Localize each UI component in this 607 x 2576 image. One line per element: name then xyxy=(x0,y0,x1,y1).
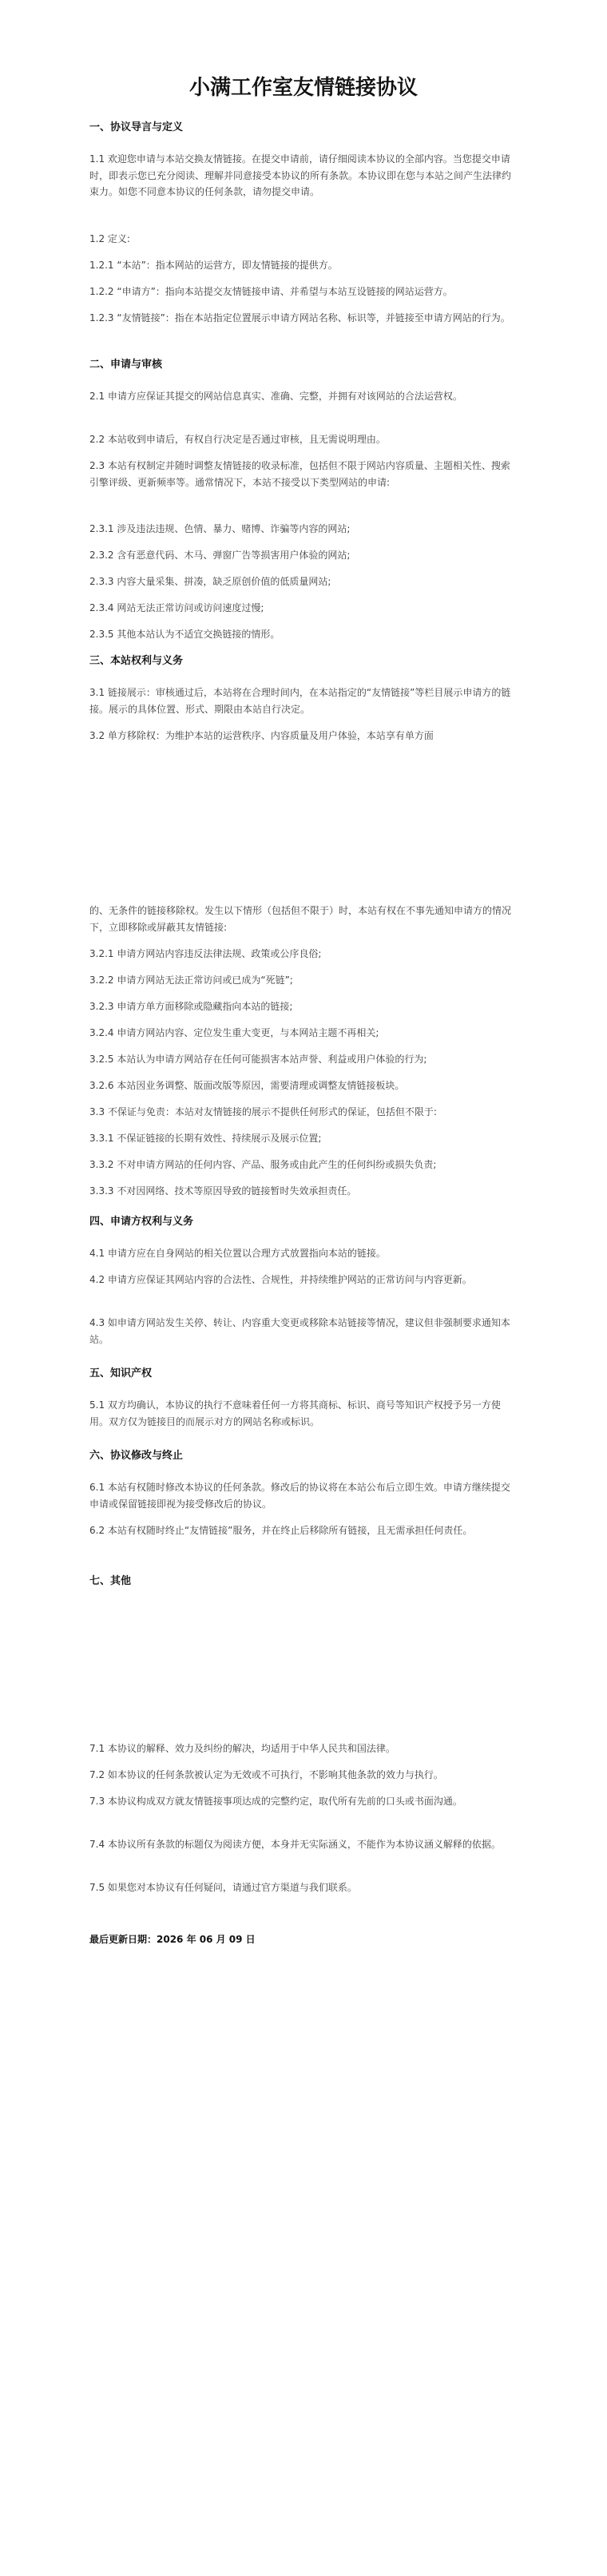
paragraph-3-2-3: 3.2.3 申请方单方面移除或隐藏指向本站的链接; xyxy=(89,1001,293,1012)
section-heading-ip: 五、知识产权 xyxy=(89,1367,153,1379)
paragraph-7-4: 7.4 本协议所有条款的标题仅为阅读方便，本身并无实际涵义，不能作为本协议涵义解释的依据。 xyxy=(89,1839,501,1850)
section-heading-other: 七、其他 xyxy=(89,1575,132,1587)
paragraph-2-3-1: 2.3.1 涉及违法违规、色情、暴力、赌博、诈骗等内容的网站; xyxy=(89,523,351,534)
paragraph-6-1: 6.1 本站有权随时修改本协议的任何条款。修改后的协议将在本站公布后立即生效。申请方继续提交申请或保留链接即视为接受修改后的协议。 xyxy=(89,1482,510,1510)
last-updated-date: 最后更新日期：2026 年 06 月 09 日 xyxy=(89,1934,256,1945)
paragraph-7-2: 7.2 如本协议的任何条款被认定为无效或不可执行，不影响其他条款的效力与执行。 xyxy=(89,1769,443,1780)
paragraph-3-2-4: 3.2.4 申请方网站内容、定位发生重大变更，与本网站主题不再相关; xyxy=(89,1027,379,1038)
section-heading-modification: 六、协议修改与终止 xyxy=(89,1450,184,1462)
paragraph-1-2-1: 1.2.1 “本站”：指本网站的运营方，即友情链接的提供方。 xyxy=(89,260,338,271)
section-heading-intro: 一、协议导言与定义 xyxy=(89,121,184,133)
paragraph-2-3-3: 2.3.3 内容大量采集、拼凑，缺乏原创价值的低质量网站; xyxy=(89,576,331,587)
paragraph-1-2-2: 1.2.2 “申请方”：指向本站提交友情链接申请、并希望与本站互设链接的网站运营方。 xyxy=(89,286,453,297)
paragraph-3-3-1: 3.3.1 不保证链接的长期有效性、持续展示及展示位置; xyxy=(89,1133,322,1144)
paragraph-2-3-4: 2.3.4 网站无法正常访问或访问速度过慢; xyxy=(89,602,264,613)
paragraph-3-2: 3.2 单方移除权：为维护本站的运营秩序、内容质量及用户体验，本站享有单方面 xyxy=(89,730,434,741)
paragraph-3-1: 3.1 链接展示：审核通过后，本站将在合理时间内，在本站指定的“友情链接”等栏目展示申请方的链接。展示的具体位置、形式、期限由本站自行决定。 xyxy=(89,687,511,715)
paragraph-5-1: 5.1 双方均确认，本协议的执行不意味着任何一方将其商标、标识、商号等知识产权授予另一方使用。双方仅为链接目的而展示对方的网站名称或标识。 xyxy=(89,1399,501,1427)
paragraph-4-3: 4.3 如申请方网站发生关停、转让、内容重大变更或移除本站链接等情况，建议但非强制要求通知本站。 xyxy=(89,1317,510,1345)
paragraph-3-2-1: 3.2.1 申请方网站内容违反法律法规、政策或公序良俗; xyxy=(89,948,322,959)
paragraph-7-5: 7.5 如果您对本协议有任何疑问，请通过官方渠道与我们联系。 xyxy=(89,1882,357,1893)
section-heading-site-rights: 三、本站权利与义务 xyxy=(89,655,184,667)
paragraph-1-2-3: 1.2.3 “友情链接”：指在本站指定位置展示申请方网站名称、标识等，并链接至申请方网站的行为。 xyxy=(89,312,510,323)
section-heading-application: 二、申请与审核 xyxy=(89,359,163,371)
section-heading-applicant-rights: 四、申请方权利与义务 xyxy=(89,1216,194,1228)
paragraph-7-3: 7.3 本协议构成双方就友情链接事项达成的完整约定，取代所有先前的口头或书面沟通。 xyxy=(89,1796,462,1807)
paragraph-3-2-5: 3.2.5 本站认为申请方网站存在任何可能损害本站声誉、利益或用户体验的行为; xyxy=(89,1054,427,1065)
paragraph-4-1: 4.1 申请方应在自身网站的相关位置以合理方式放置指向本站的链接。 xyxy=(89,1248,386,1259)
paragraph-2-2: 2.2 本站收到申请后，有权自行决定是否通过审核，且无需说明理由。 xyxy=(89,434,386,445)
paragraph-6-2: 6.2 本站有权随时终止“友情链接”服务，并在终止后移除所有链接，且无需承担任何责任。 xyxy=(89,1525,473,1536)
paragraph-3-3-3: 3.3.3 不对因网络、技术等原因导致的链接暂时失效承担责任。 xyxy=(89,1185,357,1197)
paragraph-2-3-2: 2.3.2 含有恶意代码、木马、弹窗广告等损害用户体验的网站; xyxy=(89,550,351,561)
paragraph-3-2-6: 3.2.6 本站因业务调整、版面改版等原因，需要清理或调整友情链接板块。 xyxy=(89,1080,405,1091)
paragraph-3-3-2: 3.3.2 不对申请方网站的任何内容、产品、服务或由此产生的任何纠纷或损失负责; xyxy=(89,1159,437,1170)
paragraph-7-1: 7.1 本协议的解释、效力及纠纷的解决，均适用于中华人民共和国法律。 xyxy=(89,1743,395,1754)
paragraph-4-2: 4.2 申请方应保证其网站内容的合法性、合规性，并持续维护网站的正常访问与内容更新。 xyxy=(89,1274,472,1285)
paragraph-1-1: 1.1 欢迎您申请与本站交换友情链接。在提交申请前，请仔细阅读本协议的全部内容。当您提交申请时，即表示您已充分阅读、理解并同意接受本协议的所有条款。本协议即在您与本站之间产生法律约束力。如您不同意本协议的任何条款，请勿提交申请。 xyxy=(89,153,512,197)
page-title: 小满工作室友情链接协议 xyxy=(188,76,418,100)
paragraph-1-2: 1.2 定义: xyxy=(89,233,130,244)
paragraph-2-3-5: 2.3.5 其他本站认为不适宜交换链接的情形。 xyxy=(89,629,280,640)
paragraph-2-1: 2.1 申请方应保证其提交的网站信息真实、准确、完整，并拥有对该网站的合法运营权。 xyxy=(89,391,462,402)
paragraph-3-2-continued: 的、无条件的链接移除权。发生以下情形（包括但不限于）时，本站有权在不事先通知申请方的情况下，立即移除或屏蔽其友情链接: xyxy=(89,905,512,933)
paragraph-3-2-2: 3.2.2 申请方网站无法正常访问或已成为“死链”; xyxy=(89,974,293,986)
paragraph-3-3: 3.3 不保证与免责：本站对友情链接的展示不提供任何形式的保证，包括但不限于: xyxy=(89,1106,437,1117)
paragraph-2-3: 2.3 本站有权制定并随时调整友情链接的收录标准，包括但不限于网站内容质量、主题相关性、搜索引擎评级、更新频率等。通常情况下，本站不接受以下类型网站的申请: xyxy=(89,460,510,488)
